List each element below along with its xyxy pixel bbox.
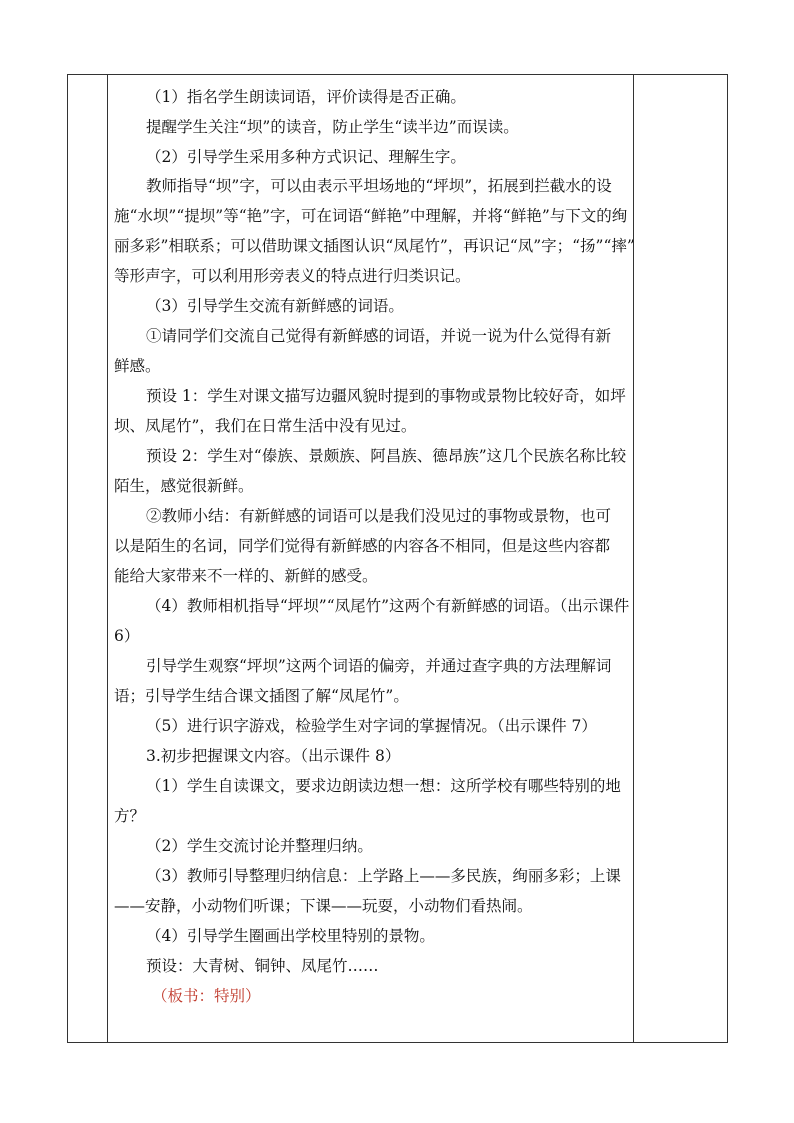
text-line: （3）引导学生交流有新鲜感的词语。 xyxy=(146,297,404,315)
text-line: ①请同学们交流自己觉得有新鲜感的词语，并说一说为什么觉得有新 xyxy=(146,327,612,345)
text-line: 鲜感。 xyxy=(114,357,161,375)
text-line: 坝、凤尾竹”，我们在日常生活中没有见过。 xyxy=(114,417,417,435)
text-line: 丽多彩”相联系；可以借助课文插图认识“凤尾竹”，再识记“凤”字；“扬”“摔” xyxy=(114,237,635,255)
text-line: 教师指导“坝”字，可以由表示平坦场地的“坪坝”，拓展到拦截水的设 xyxy=(146,177,612,195)
text-line: 陌生，感觉很新鲜。 xyxy=(114,477,254,495)
text-line: （板书：特别） xyxy=(152,987,261,1005)
text-line: 预设：大青树、铜钟、凤尾竹…… xyxy=(146,957,379,975)
content-cell xyxy=(108,75,635,1042)
text-line: （2）学生交流讨论并整理归纳。 xyxy=(146,837,373,855)
text-line: （5）进行识字游戏，检验学生对字词的掌握情况。（出示课件 7） xyxy=(146,717,597,735)
lesson-plan-table xyxy=(67,74,728,1043)
text-line: 提醒学生关注“坝”的读音，防止学生“读半边”而误读。 xyxy=(146,118,519,136)
text-line: （4）引导学生圈画出学校里特别的景物。 xyxy=(146,927,435,945)
left-column xyxy=(68,75,108,1042)
text-line: 施“水坝”“提坝”等“艳”字，可在词语“鲜艳”中理解，并将“鲜艳”与下文的绚 xyxy=(114,207,628,225)
text-line: 预设 1：学生对课文描写边疆风貌时提到的事物或景物比较好奇，如坪 xyxy=(146,387,626,405)
text-line: 以是陌生的名词，同学们觉得有新鲜感的内容各不相同，但是这些内容都 xyxy=(114,537,611,555)
text-line: （3）教师引导整理归纳信息：上学路上——多民族，绚丽多彩；上课 xyxy=(146,867,621,885)
right-column xyxy=(633,75,727,1042)
text-line: （1）指名学生朗读词语，评价读得是否正确。 xyxy=(146,88,466,106)
text-line: ②教师小结：有新鲜感的词语可以是我们没见过的事物或景物，也可 xyxy=(146,507,612,525)
text-line: 6） xyxy=(114,627,140,645)
text-line: （1）学生自读课文，要求边朗读边想一想：这所学校有哪些特别的地 xyxy=(146,777,621,795)
text-line: 预设 2：学生对“傣族、景颇族、阿昌族、德昂族”这几个民族名称比较 xyxy=(146,447,627,465)
text-line: 能给大家带来不一样的、新鲜的感受。 xyxy=(114,567,378,585)
text-line: 等形声字，可以利用形旁表义的特点进行归类识记。 xyxy=(114,267,471,285)
text-line: （2）引导学生采用多种方式识记、理解生字。 xyxy=(146,148,466,166)
text-line: ——安静，小动物们听课；下课——玩耍，小动物们看热闹。 xyxy=(114,897,533,915)
text-line: 语；引导学生结合课文插图了解“凤尾竹”。 xyxy=(114,687,409,705)
text-line: 引导学生观察“坪坝”这两个词语的偏旁，并通过查字典的方法理解词 xyxy=(146,657,612,675)
text-line: （4）教师相机指导“坪坝”“凤尾竹”这两个有新鲜感的词语。（出示课件 xyxy=(146,597,630,615)
text-line: 方？ xyxy=(114,807,146,825)
text-line: 3.初步把握课文内容。（出示课件 8） xyxy=(146,747,401,765)
